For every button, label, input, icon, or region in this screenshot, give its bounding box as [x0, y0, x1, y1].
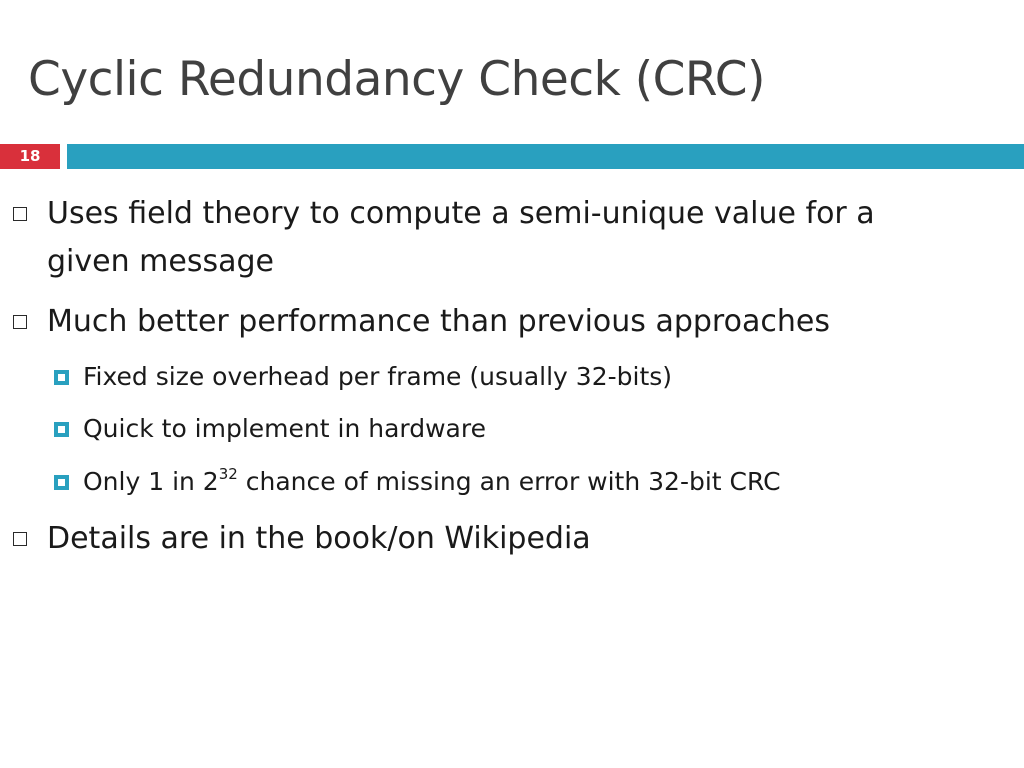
- bullet-text-continued: given message: [47, 244, 274, 279]
- bullet-item: [47, 515, 987, 563]
- sub-bullet-item: [83, 462, 1003, 502]
- sub-bullet-item: [83, 357, 1003, 397]
- sub-bullet-item: [83, 409, 1003, 449]
- filled-square-bullet-icon: [54, 370, 69, 385]
- filled-square-bullet-icon: [54, 475, 69, 490]
- sub-bullet-superscript: 32: [218, 465, 238, 483]
- hollow-square-bullet-icon: [13, 315, 27, 329]
- title-bar: [67, 144, 1024, 169]
- bullet-text: Details are in the book/on Wikipedia: [47, 521, 591, 556]
- slide-number: 18: [0, 144, 60, 169]
- bullet-text: Much better performance than previous approaches: [47, 304, 830, 339]
- bullet-text: Uses field theory to compute a semi-unique value for a: [47, 196, 875, 231]
- sub-bullet-text: Fixed size overhead per frame (usually 32-bits): [83, 362, 673, 391]
- slide-title: Cyclic Redundancy Check (CRC): [28, 52, 765, 107]
- sub-bullet-text-pre: Only 1 in 2: [83, 467, 219, 496]
- bullet-item: [47, 298, 987, 346]
- sub-bullet-text: Quick to implement in hardware: [83, 414, 486, 443]
- filled-square-bullet-icon: [54, 422, 69, 437]
- hollow-square-bullet-icon: [13, 207, 27, 221]
- hollow-square-bullet-icon: [13, 532, 27, 546]
- bullet-item: [47, 190, 987, 286]
- sub-bullet-text-post: chance of missing an error with 32-bit CRC: [237, 467, 781, 496]
